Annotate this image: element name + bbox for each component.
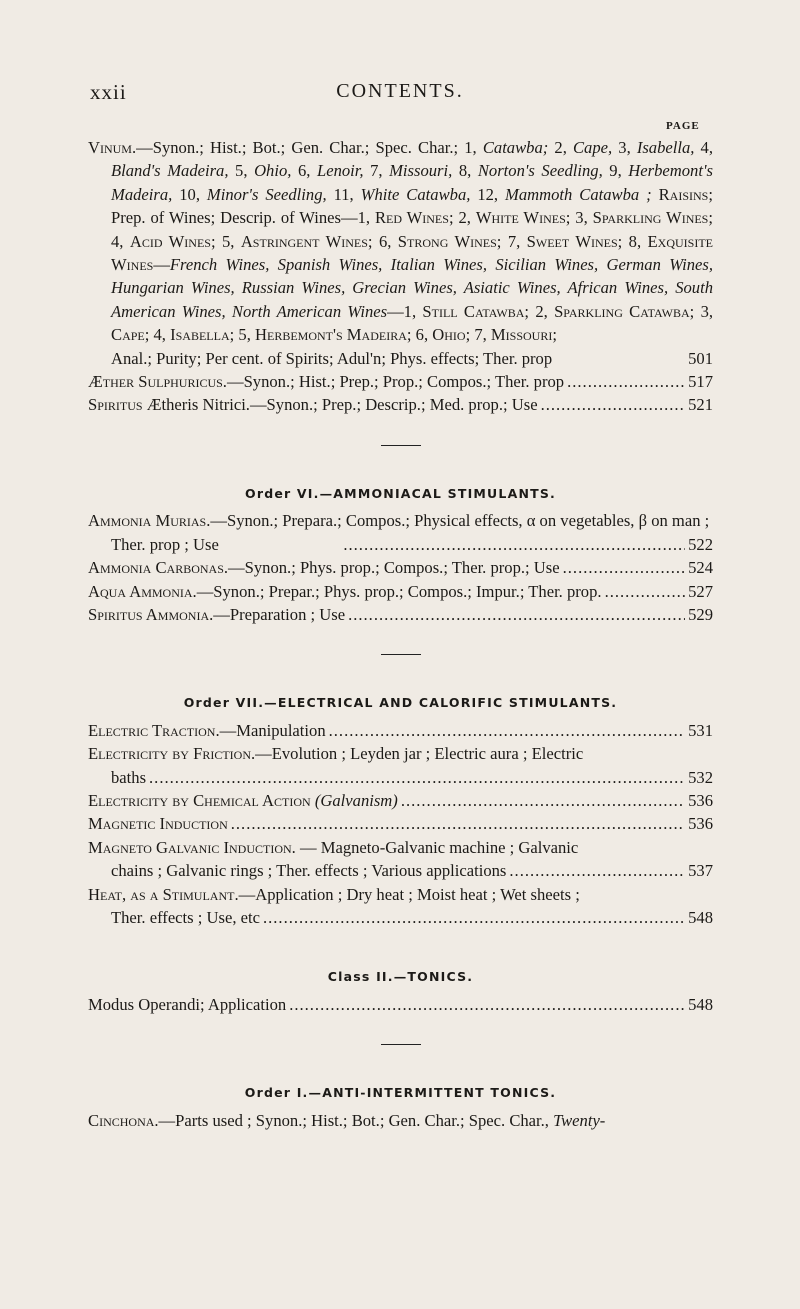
entry-electricity-chemical: Electricity by Chemical Action (Galvanism) ..... 536 xyxy=(88,789,713,812)
entry-aether: Æther Sulphuricus.—Synon.; Hist.; Prep.; Prop.; Compos.; Ther. prop ..... 517 xyxy=(88,370,713,393)
entry-electricity-friction: Electricity by Friction.—Evolution ; Leyden jar ; Electric aura ; Electric xyxy=(88,744,584,764)
heading-order-i: Order I.—ANTI-INTERMITTENT TONICS. xyxy=(244,1085,557,1101)
heading-class-ii: Class II.—TONICS. xyxy=(327,969,474,985)
entry-magnetic-induction: Magnetic Induction ..... 536 xyxy=(88,812,713,835)
entry-modus-operandi: Modus Operandi; Application ..... 548 xyxy=(88,993,713,1016)
entry-electric-traction: Electric Traction.—Manipulation ..... 531 xyxy=(88,719,713,742)
entry-spiritus-aetheris: Spiritus Ætheris Nitrici.—Synon.; Prep.; Descrip.; Med. prop.; Use ..... 521 xyxy=(88,393,713,416)
heading-order-vii: Order VII.—ELECTRICAL AND CALORIFIC STIMULANTS. xyxy=(183,695,618,711)
entry-electricity-friction-cont: baths ..... 532 xyxy=(88,766,713,789)
entry-aqua-ammonia: Aqua Ammonia.—Synon.; Prepar.; Phys. prop.; Compos.; Impur.; Ther. prop. ..... 527 xyxy=(88,580,713,603)
page-column-label: PAGE xyxy=(666,120,700,132)
page-number-roman: xxii xyxy=(90,80,127,104)
entry-magneto-galvanic-cont: chains ; Galvanic rings ; Ther. effects ; Various applications ..... 537 xyxy=(88,859,713,882)
entry-vinum-last-line: Anal.; Purity; Per cent. of Spirits; Adul'n; Phys. effects; Ther. prop 501 xyxy=(111,348,713,368)
entry-ammonia-murias: Ammonia Murias.—Synon.; Prepara.; Compos.; Physical effects, α on vegetables, β on man ; Ther. prop ; Use xyxy=(88,511,710,554)
running-header xyxy=(90,80,710,110)
entry-ammonia-murias-page: ..... 522 xyxy=(88,533,713,556)
entry-spiritus-ammonia: Spiritus Ammonia.—Preparation ; Use ..... 529 xyxy=(88,603,713,626)
contents-body xyxy=(88,136,713,1132)
entry-heat-stimulant: Heat, as a Stimulant.—Application ; Dry heat ; Moist heat ; Wet sheets ; xyxy=(88,884,580,904)
entry-vinum: Vinum.—Synon.; Hist.; Bot.; Gen. Char.; Spec. Char.; 1, Catawba; 2, Cape, 3, Isabella, 4, Bland's Madeira, 5, Ohio, 6, Lenoir, 7, Missouri, 8, Norton's Seedling, 9, Herbemont's Madeira, 10, Minor's Seedling, 11, White Catawba, 12, Mammoth Catawba ; Raisins; Prep. of Wines; Descrip. of Wines—1, Red Wines; 2, White Wines; 3, Sparkling Wines; 4, Acid Wines; 5, Astringent Wines; 6, Strong Wines; 7, Sweet Wines; 8, Exquisite Wines—French Wines, Spanish Wines, Italian Wines, Sicilian Wines, German Wines, Hungarian Wines, Russian Wines, Grecian Wines, Asiatic Wines, African Wines, South American Wines, North American Wines—1, Still Catawba; 2, Sparkling Catawba; 3, Cape; 4, Isabella; 5, Herbemont's Madeira; 6, Ohio; 7, Missouri; xyxy=(88,138,714,345)
entry-heat-stimulant-cont: Ther. effects ; Use, etc ..... 548 xyxy=(88,906,713,929)
heading-order-vi: Order VI.—AMMONIACAL STIMULANTS. xyxy=(245,485,556,501)
page-title: CONTENTS. xyxy=(336,80,464,102)
entry-cinchona: Cinchona.—Parts used ; Synon.; Hist.; Bot.; Gen. Char.; Spec. Char., Twenty- xyxy=(88,1110,606,1130)
entry-magneto-galvanic: Magneto Galvanic Induction. — Magneto-Galvanic machine ; Galvanic xyxy=(88,837,579,857)
entry-ammonia-carbonas: Ammonia Carbonas.—Synon.; Phys. prop.; Compos.; Ther. prop.; Use ..... 524 xyxy=(88,556,713,579)
